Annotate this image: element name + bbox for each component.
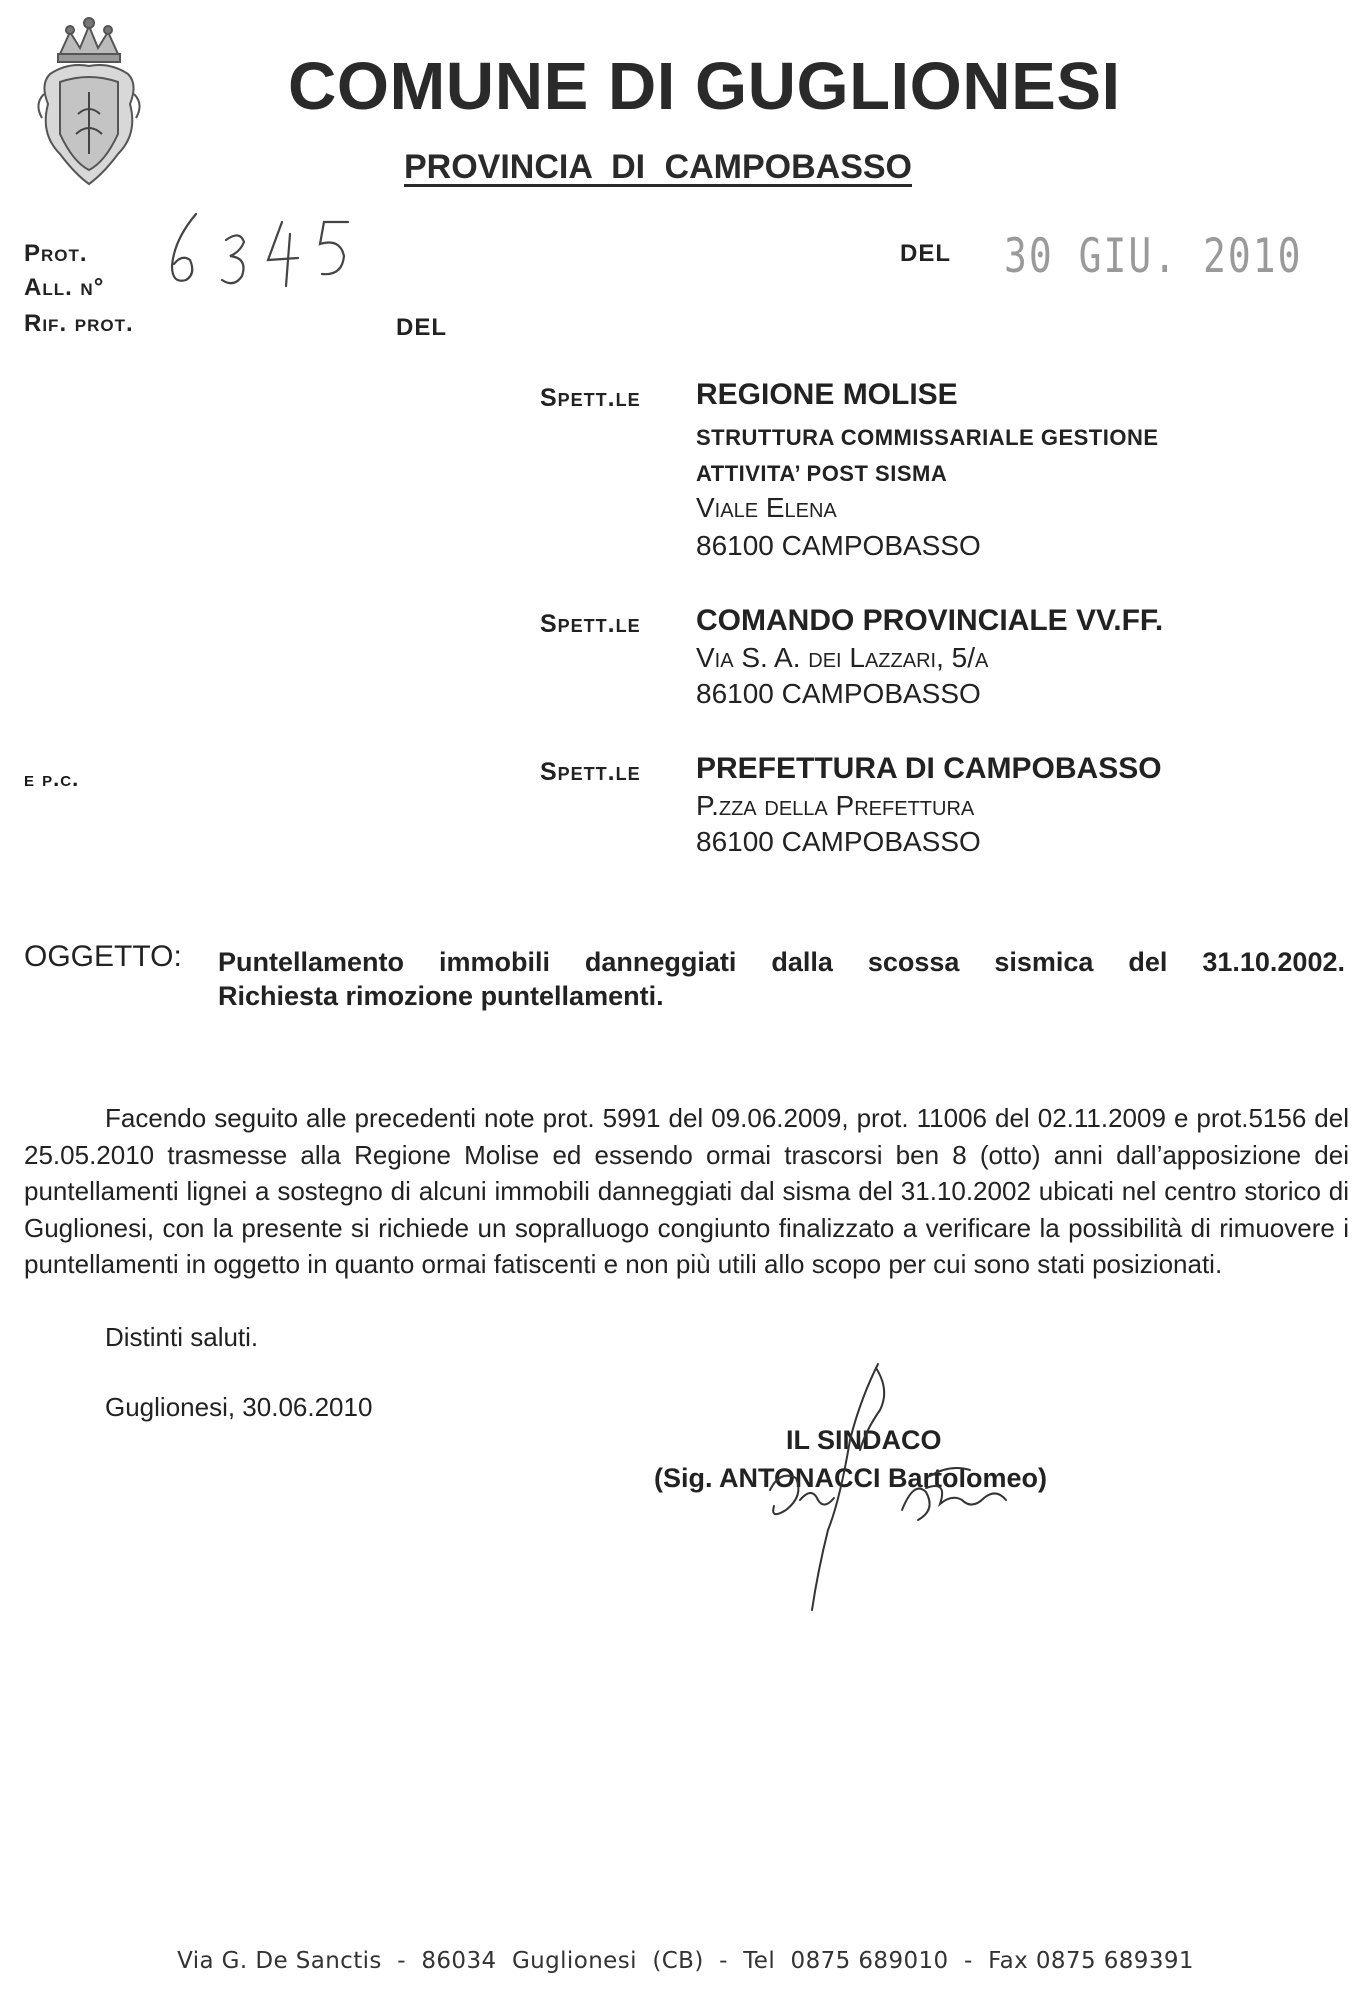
recipient-1-city: 86100 CAMPOBASSO xyxy=(696,530,981,561)
reference-del-label: DEL xyxy=(396,314,447,341)
recipient-2-street: Via S. A. dei Lazzari, 5/a xyxy=(696,642,989,673)
subject-line-1: Puntellamento immobili danneggiati dalla scossa sismica del 31.10.2002. xyxy=(218,947,1345,977)
coat-of-arms-icon xyxy=(30,14,148,194)
recipient-1-street: Viale Elena xyxy=(696,492,837,523)
received-date-stamp: 30 GIU. 2010 xyxy=(1004,228,1303,283)
recipient-2-name: COMANDO PROVINCIALE VV.FF. xyxy=(696,604,1164,637)
recipient-2-label: Spett.le xyxy=(540,610,641,638)
signatory-title: IL SINDACO xyxy=(786,1425,942,1455)
prot-label: Prot. xyxy=(24,240,88,267)
recipient-1-name: REGIONE MOLISE xyxy=(696,378,958,411)
recipient-3-street: P.zza della Prefettura xyxy=(696,790,975,821)
province-subtitle: PROVINCIA DI CAMPOBASSO xyxy=(404,148,913,186)
recipient-1-label: Spett.le xyxy=(540,384,641,412)
municipality-title: COMUNE DI GUGLIONESI xyxy=(288,49,1121,124)
reference-prot-label: Rif. prot. xyxy=(24,310,134,337)
closing-salutation: Distinti saluti. xyxy=(105,1322,259,1352)
subject-label: OGGETTO: xyxy=(24,940,182,973)
body-paragraph: Facendo seguito alle precedenti note prot. 5991 del 09.06.2009, prot. 11006 del 02.11.2009 e prot.5156 del 25.05.2010 trasmesse alla Regione Molise ed essendo ormai trascorsi ben 8 (otto) anni dall’apposizione dei puntellamenti lignei a sostegno di alcuni immobili danneggiati dal sisma del 31.10.2002 ubicati nel centro storico di Guglionesi, con la presente si richiede un sopralluogo congiunto finalizzato a verificare la possibilità di rimuovere i puntellamenti in oggetto in quanto ormai fatiscenti e non più utili allo scopo per cui sono stati posizionati. xyxy=(24,1103,1349,1279)
signatory-name: (Sig. ANTONACCI Bartolomeo) xyxy=(654,1463,1048,1493)
footer-contact: Via G. De Sanctis - 86034 Guglionesi (CB) - Tel 0875 689010 - Fax 0875 689391 xyxy=(177,1948,1194,1974)
attachment-label: All. n° xyxy=(24,274,105,301)
handwritten-protocol-number xyxy=(160,200,370,310)
recipient-3-city: 86100 CAMPOBASSO xyxy=(696,826,981,857)
letter-body xyxy=(24,1100,1349,1283)
date-label: DEL xyxy=(900,240,951,267)
recipient-3-name: PREFETTURA DI CAMPOBASSO xyxy=(696,752,1162,785)
recipient-1-sub-2: ATTIVITA’ POST SISMA xyxy=(696,461,948,486)
epc-label: e p.c. xyxy=(24,766,80,791)
recipient-2-city: 86100 CAMPOBASSO xyxy=(696,678,981,709)
place-and-date: Guglionesi, 30.06.2010 xyxy=(105,1392,373,1422)
recipient-3-label: Spett.le xyxy=(540,758,641,786)
handwritten-signature xyxy=(700,1360,1120,1620)
subject-line-2: Richiesta rimozione puntellamenti. xyxy=(218,981,664,1011)
recipient-1-sub-1: STRUTTURA COMMISSARIALE GESTIONE xyxy=(696,425,1159,450)
